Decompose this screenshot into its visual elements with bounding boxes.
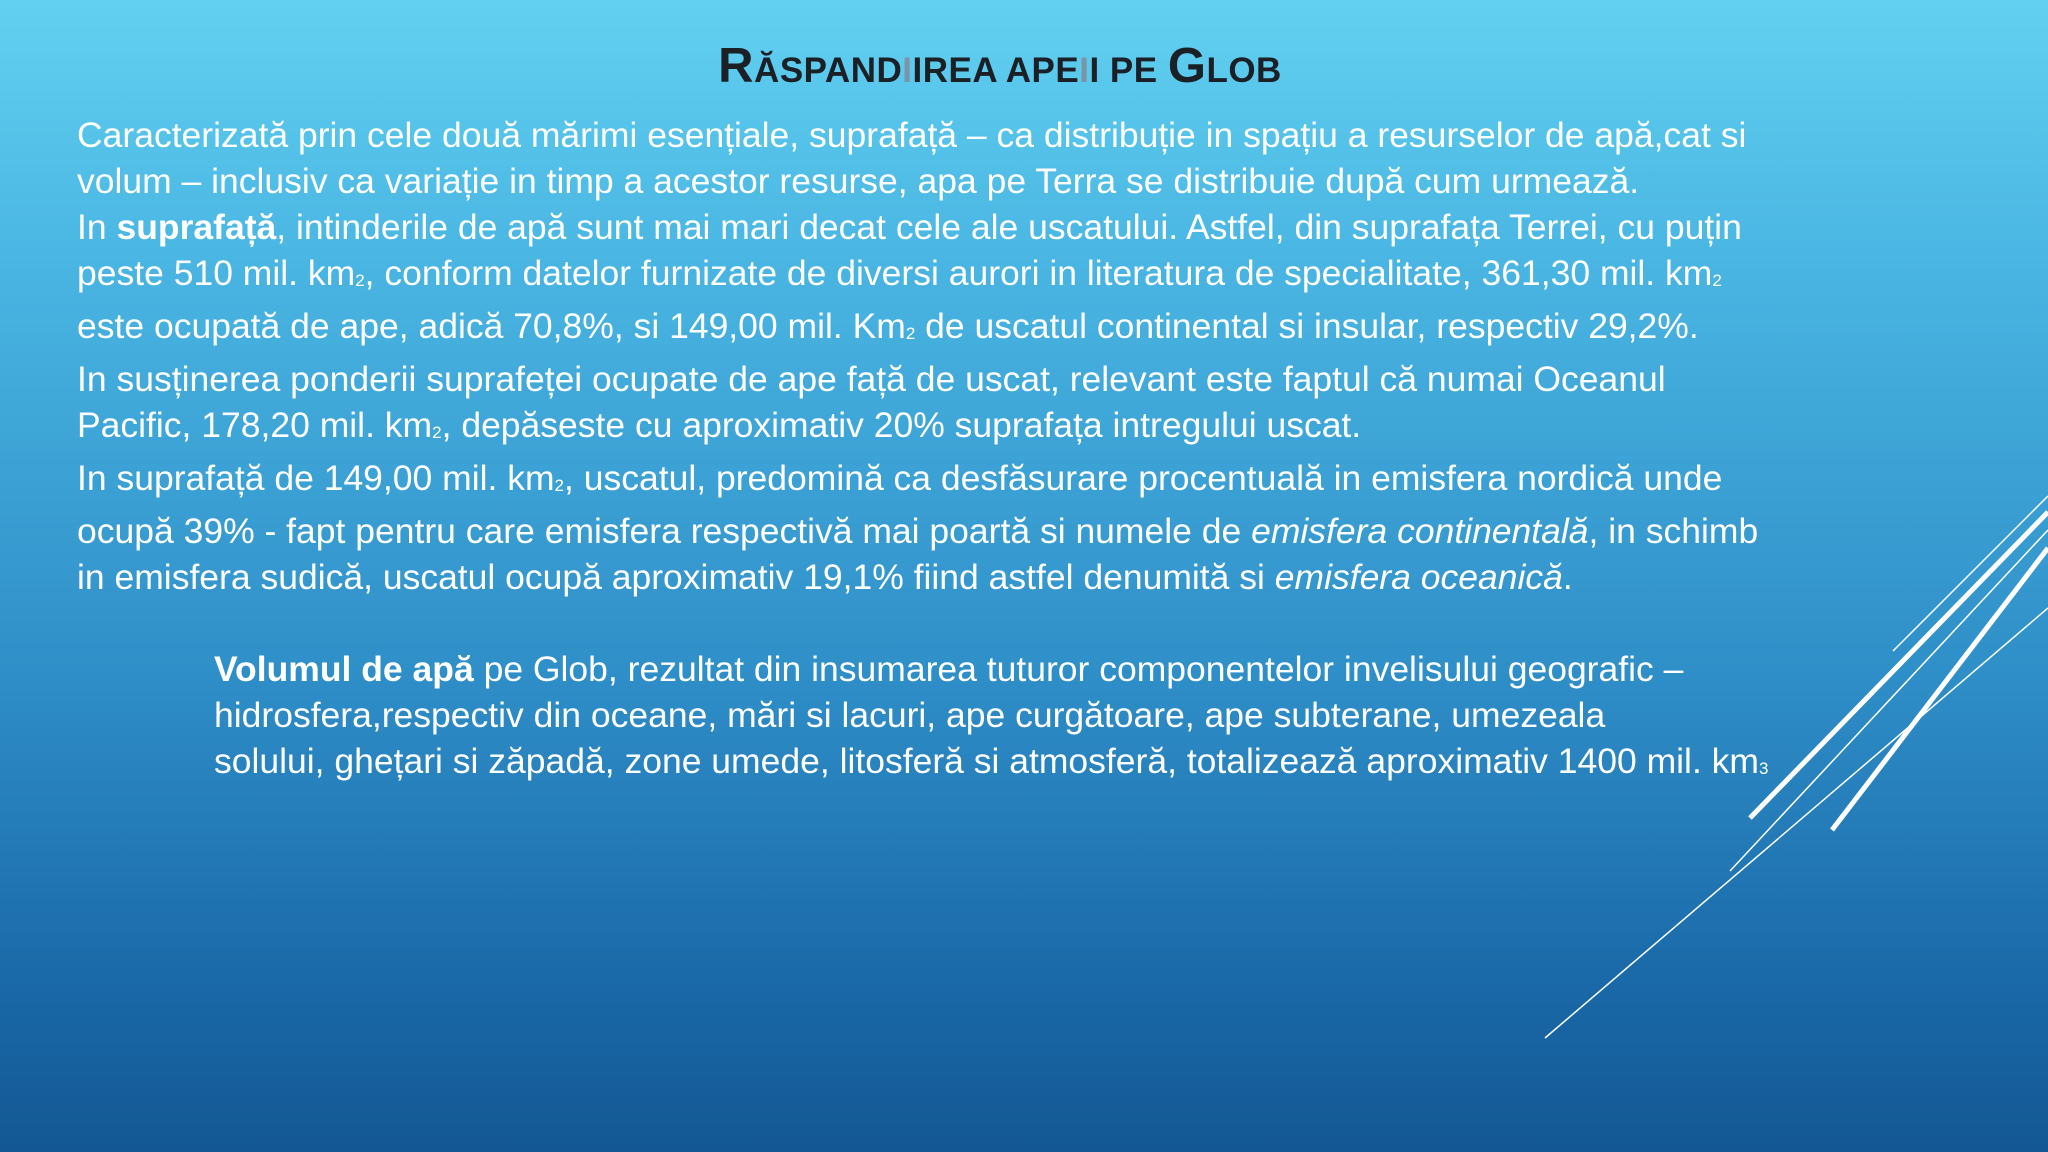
title-ghost-letter: I bbox=[1079, 51, 1090, 90]
volume-text: solului, ghețari si zăpadă, zone umede, litosferă si atmosferă, totalizează aproximativ 1400 mil. km bbox=[214, 741, 1759, 781]
deco-line bbox=[1832, 548, 2048, 830]
pacific-text: In susținerea ponderii suprafeței ocupate de ape față de uscat, relevant este faptul că numai Oceanul Pacific, 178,20 mil. km bbox=[77, 359, 1666, 445]
emisfera-oceanica: emisfera oceanică bbox=[1274, 557, 1563, 597]
pacific-text: , depăseste cu aproximativ 20% suprafața intregului uscat. bbox=[441, 405, 1362, 445]
volume-paragraph-cont bbox=[214, 738, 1834, 791]
title-part: LOB bbox=[1206, 51, 1282, 90]
pacific-paragraph bbox=[77, 356, 1777, 455]
superscript: 2 bbox=[554, 476, 565, 495]
surface-paragraph bbox=[77, 204, 1777, 356]
title-cap-g: G bbox=[1167, 39, 1207, 93]
paragraph-gap bbox=[77, 600, 1777, 646]
superscript: 2 bbox=[432, 423, 442, 442]
title-ghost-letter: I bbox=[902, 51, 913, 90]
surface-lead: In bbox=[77, 207, 117, 247]
superscript: 2 bbox=[355, 271, 365, 290]
surface-text: , intinderile de apă sunt mai mari decat cele ale uscatului. Astfel, din suprafața Terrei, cu puțin peste 510 mil. km bbox=[77, 207, 1742, 293]
title-part: ĂSPAND bbox=[754, 51, 903, 90]
title-cap-r: R bbox=[718, 39, 755, 93]
hemisphere-text: , in schimb in emisfera sudică, uscatul ocupă aproximativ 19,1% fiind astfel denumită si bbox=[77, 511, 1759, 597]
hemisphere-text: In suprafață de 149,00 mil. km bbox=[77, 458, 555, 498]
slide-title bbox=[0, 38, 2000, 94]
hemisphere-text: . bbox=[1562, 557, 1573, 597]
superscript: 3 bbox=[1759, 759, 1769, 778]
title-part: IREA APE bbox=[912, 51, 1080, 90]
volume-paragraph bbox=[214, 646, 1834, 738]
volume-text: pe Glob, rezultat din insumarea tuturor componentelor invelisului geografic – hidrosfera,respectiv din oceane, mări si lacuri, ape curgătoare, ape subterane, umezeala bbox=[214, 649, 1684, 735]
surface-bold: suprafață bbox=[116, 207, 277, 247]
slide-body bbox=[77, 112, 1777, 791]
surface-text: , conform datelor furnizate de diversi aurori in literatura de specialitate, 361,30 mil. km bbox=[364, 253, 1713, 293]
hemisphere-text: , uscatul, predomină ca desfăsurare procentuală in emisfera nordică unde ocupă 39% - fapt pentru care emisfera respectivă mai poartă si numele de bbox=[77, 458, 1723, 551]
emisfera-continentala: emisfera continentală bbox=[1251, 511, 1589, 551]
intro-paragraph: Caracterizată prin cele două mărimi esențiale, suprafață – ca distribuție in spațiu a resurselor de apă,cat si volum – inclusiv ca variație in timp a acestor resurse, apa pe Terra se distribuie după cum urmează. bbox=[77, 115, 1747, 201]
title-part: I PE bbox=[1089, 51, 1168, 90]
volume-bold: Volumul de apă bbox=[214, 649, 474, 689]
hemisphere-paragraph bbox=[77, 455, 1777, 600]
superscript: 2 bbox=[1712, 271, 1722, 290]
surface-text: de uscatul continental si insular, respectiv 29,2%. bbox=[915, 306, 1699, 346]
surface-text: este ocupată de ape, adică 70,8%, si 149,00 mil. Km bbox=[77, 306, 906, 346]
superscript: 2 bbox=[905, 324, 916, 343]
